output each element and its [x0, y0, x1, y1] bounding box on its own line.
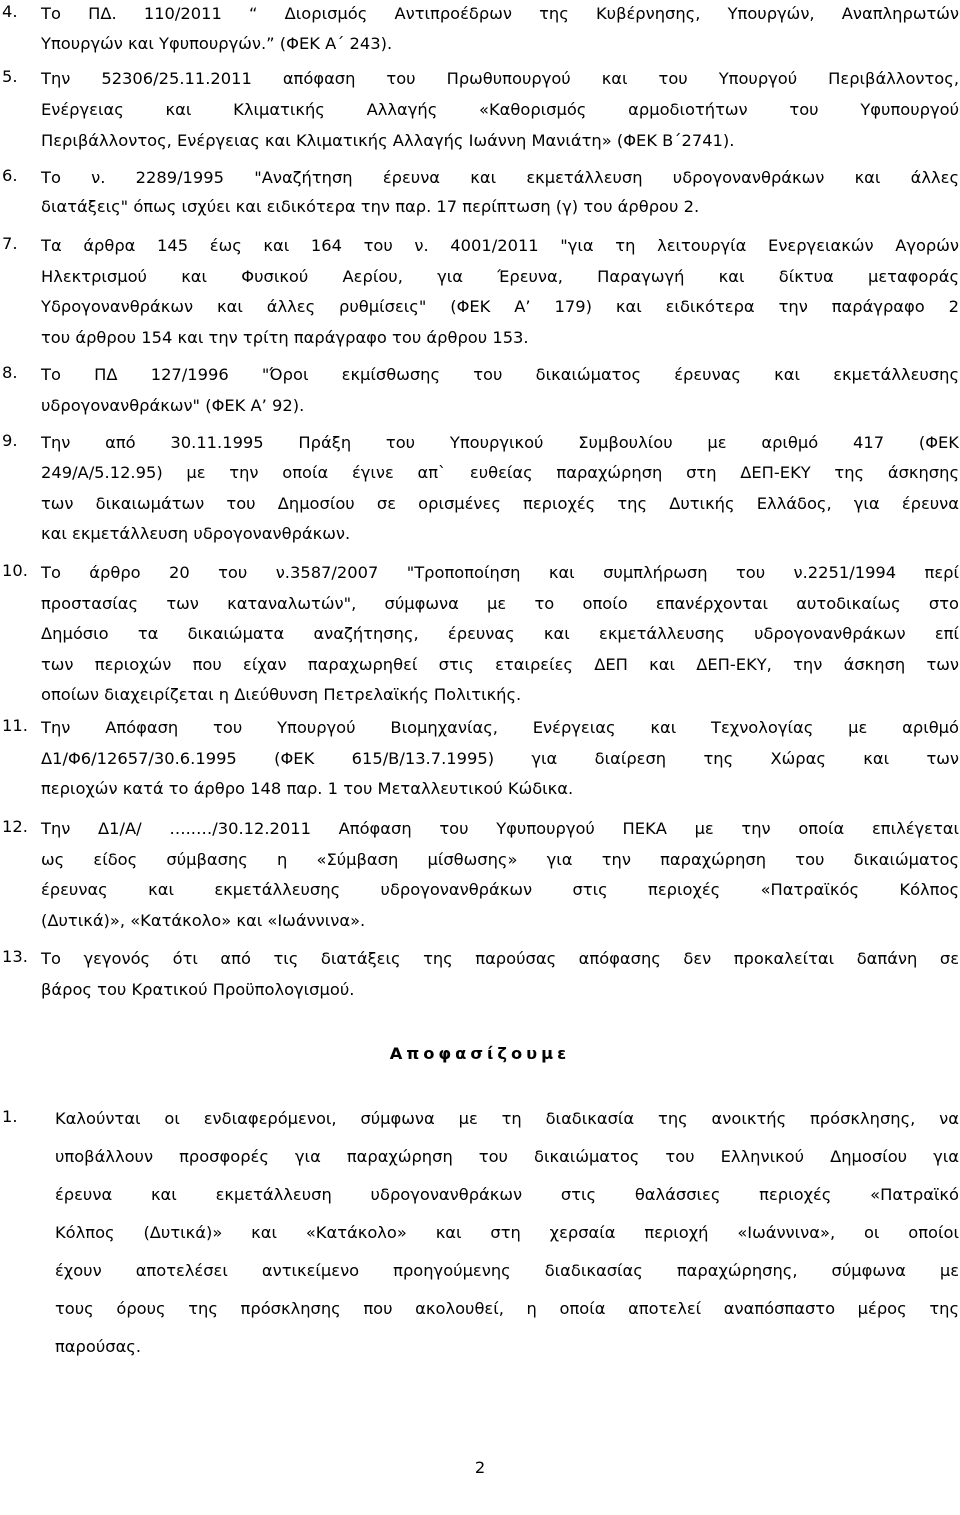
item-line: διατάξεις" όπως ισχύει και ειδικότερα την παρ. 17 περίπτωση (γ) του άρθρου 2. [41, 197, 700, 216]
item-number: 12. [2, 817, 28, 836]
item-line: υποβάλλουν προσφορές για παραχώρηση του δικαιώματος του Ελληνικού Δημοσίου για [55, 1147, 959, 1166]
item-line: Το άρθρο 20 του ν.3587/2007 "Τροποποίηση και συμπλήρωση του ν.2251/1994 περί [41, 563, 959, 582]
item-line: των περιοχών που είχαν παραχωρηθεί στις εταιρείες ΔΕΠ και ΔΕΠ-ΕΚΥ, την άσκηση των [41, 655, 959, 674]
item-line: Κόλπος (Δυτικά)» και «Κατάκολο» και στη χερσαία περιοχή «Ιωάννινα», οι οποίοι [55, 1223, 959, 1242]
item-number: 7. [2, 234, 18, 253]
item-number: 1. [2, 1107, 18, 1126]
item-line: Τα άρθρα 145 έως και 164 του ν. 4001/2011 "για τη λειτουργία Ενεργειακών Αγορών [41, 236, 959, 255]
item-line: Περιβάλλοντος, Ενέργειας και Κλιματικής Αλλαγής Ιωάννη Μανιάτη» (ΦΕΚ Β΄2741). [41, 131, 735, 150]
item-line: υδρογονανθράκων" (ΦΕΚ Α’ 92). [41, 396, 305, 415]
item-line: Το ΠΔ. 110/2011 “ Διορισμός Αντιπροέδρων της Κυβέρνησης, Υπουργών, Αναπληρωτών [41, 4, 959, 23]
item-line: Την Δ1/Α/ …..…/30.12.2011 Απόφαση του Υφυπουργού ΠΕΚΑ με την οποία επιλέγεται [41, 819, 959, 838]
item-number: 10. [2, 561, 28, 580]
item-number: 9. [2, 431, 18, 450]
item-line: έρευνας και εκμετάλλευσης υδρογονανθράκων στις περιοχές «Πατραϊκός Κόλπος [41, 880, 959, 899]
item-line: ως είδος σύμβασης η «Σύμβαση μίσθωσης» για την παραχώρηση του δικαιώματος [41, 850, 959, 869]
item-line: τους όρους της πρόσκλησης που ακολουθεί, η οποία αποτελεί αναπόσπαστο μέρος της [55, 1299, 959, 1318]
item-line: Το γεγονός ότι από τις διατάξεις της παρούσας απόφασης δεν προκαλείται δαπάνη σε [41, 949, 959, 968]
item-line: Δημόσιο τα δικαιώματα αναζήτησης, έρευνας και εκμετάλλευσης υδρογονανθράκων επί [41, 624, 959, 643]
item-line: 249/Α/5.12.95) με την οποία έγινε απ` ευθείας παραχώρηση στη ΔΕΠ-ΕΚΥ της άσκησης [41, 463, 959, 482]
item-number: 5. [2, 67, 18, 86]
item-number: 13. [2, 947, 28, 966]
item-line: βάρος του Κρατικού Προϋπολογισμού. [41, 980, 355, 999]
item-line: των δικαιωμάτων του Δημοσίου σε ορισμένες περιοχές της Δυτικής Ελλάδος, για έρευνα [41, 494, 959, 513]
item-line: Καλούνται οι ενδιαφερόμενοι, σύμφωνα με τη διαδικασία της ανοικτής πρόσκλησης, να [55, 1109, 959, 1128]
item-line: προστασίας των καταναλωτών", σύμφωνα με το οποίο επανέρχονται αυτοδικαίως στο [41, 594, 959, 613]
item-line: του άρθρου 154 και την τρίτη παράγραφο του άρθρου 153. [41, 328, 529, 347]
item-line: Το ΠΔ 127/1996 "Όροι εκμίσθωσης του δικαιώματος έρευνας και εκμετάλλευσης [41, 365, 959, 384]
item-line: έρευνα και εκμετάλλευση υδρογονανθράκων στις θαλάσσιες περιοχές «Πατραϊκό [55, 1185, 959, 1204]
item-line: Υδρογονανθράκων και άλλες ρυθμίσεις" (ΦΕΚ Α’ 179) και ειδικότερα την παράγραφο 2 [41, 297, 959, 316]
item-line: Ηλεκτρισμού και Φυσικού Αερίου, για Έρευνα, Παραγωγή και δίκτυα μεταφοράς [41, 267, 959, 286]
item-line: Ενέργειας και Κλιματικής Αλλαγής «Καθορισμός αρμοδιοτήτων του Υφυπουργού [41, 100, 959, 119]
item-number: 11. [2, 716, 28, 735]
item-number: 8. [2, 363, 18, 382]
item-line: Υπουργών και Υφυπουργών.” (ΦΕΚ Α΄ 243). [41, 34, 393, 53]
item-line: (Δυτικά)», «Κατάκολο» και «Ιωάννινα». [41, 911, 366, 930]
item-line: Την Απόφαση του Υπουργού Βιομηχανίας, Ενέργειας και Τεχνολογίας με αριθμό [41, 718, 959, 737]
item-number: 6. [2, 166, 18, 185]
item-line: Την από 30.11.1995 Πράξη του Υπουργικού Συμβουλίου με αριθμό 417 (ΦΕΚ [41, 433, 959, 452]
item-line: Το ν. 2289/1995 "Αναζήτηση έρευνα και εκμετάλλευση υδρογονανθράκων και άλλες [41, 168, 959, 187]
page-number: 2 [474, 1458, 486, 1477]
item-line: και εκμετάλλευση υδρογονανθράκων. [41, 524, 351, 543]
section-heading: Αποφασίζουμε [389, 1044, 571, 1063]
item-line: παρούσας. [55, 1337, 142, 1356]
item-line: Δ1/Φ6/12657/30.6.1995 (ΦΕΚ 615/Β/13.7.1995) για διαίρεση της Χώρας και των [41, 749, 959, 768]
item-line: έχουν αποτελέσει αντικείμενο προηγούμενης διαδικασίας παραχώρησης, σύμφωνα με [55, 1261, 959, 1280]
item-line: οποίων διαχειρίζεται η Διεύθυνση Πετρελαϊκής Πολιτικής. [41, 685, 522, 704]
item-line: περιοχών κατά το άρθρο 148 παρ. 1 του Μεταλλευτικού Κώδικα. [41, 779, 574, 798]
item-number: 4. [2, 2, 18, 21]
item-line: Την 52306/25.11.2011 απόφαση του Πρωθυπουργού και του Υπουργού Περιβάλλοντος, [41, 69, 959, 88]
